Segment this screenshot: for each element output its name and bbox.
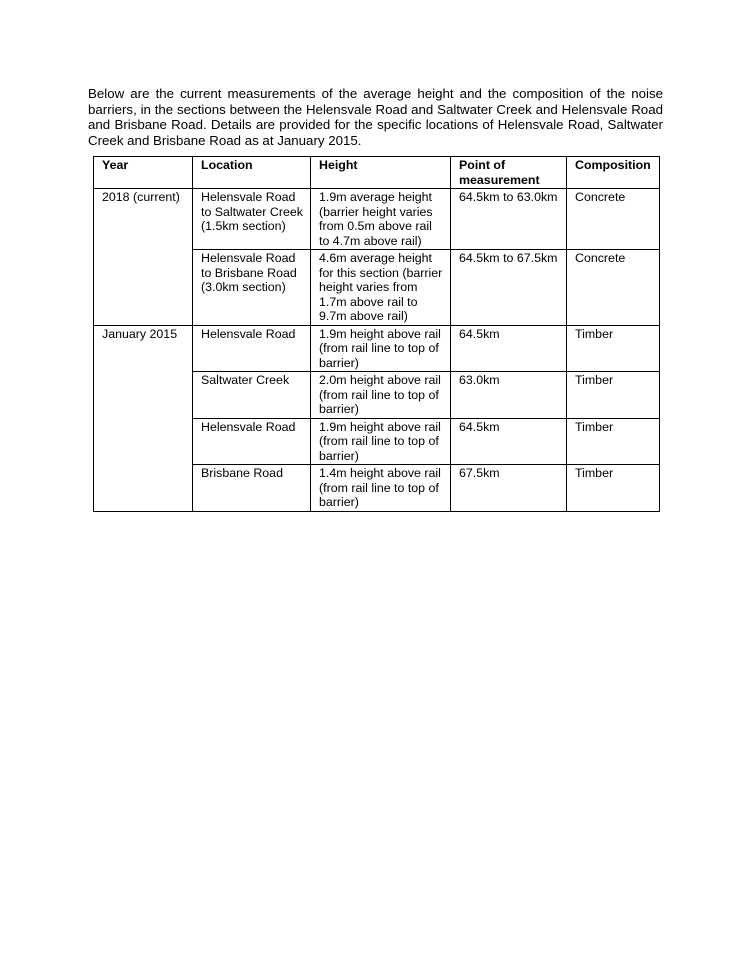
composition-cell: Timber	[567, 465, 660, 512]
header-year: Year	[94, 157, 193, 189]
location-cell: Helensvale Road to Saltwater Creek (1.5km section)	[193, 189, 311, 250]
height-cell: 1.9m height above rail (from rail line to top of barrier)	[311, 418, 451, 465]
table-row	[94, 325, 660, 372]
point-cell: 63.0km	[451, 372, 567, 419]
location-cell: Helensvale Road	[193, 325, 311, 372]
location-cell: Saltwater Creek	[193, 372, 311, 419]
point-cell: 64.5km to 63.0km	[451, 189, 567, 250]
composition-cell: Timber	[567, 418, 660, 465]
header-location: Location	[193, 157, 311, 189]
point-cell: 64.5km	[451, 325, 567, 372]
location-cell: Helensvale Road to Brisbane Road (3.0km section)	[193, 250, 311, 326]
table-header-row	[94, 157, 660, 189]
document-page	[88, 86, 663, 512]
composition-cell: Concrete	[567, 189, 660, 250]
year-cell: January 2015	[94, 325, 193, 511]
table-row	[94, 189, 660, 250]
intro-paragraph: Below are the current measurements of the average height and the composition of the noise barriers, in the sections between the Helensvale Road and Saltwater Creek and Helensvale Road and Brisbane Road. Details are provided for the specific locations of Helensvale Road, Saltwater Creek and Brisbane Road as at January 2015.	[88, 86, 663, 148]
height-cell: 1.9m average height (barrier height varies from 0.5m above rail to 4.7m above rail)	[311, 189, 451, 250]
composition-cell: Timber	[567, 372, 660, 419]
year-cell: 2018 (current)	[94, 189, 193, 326]
height-cell: 1.4m height above rail (from rail line to top of barrier)	[311, 465, 451, 512]
composition-cell: Timber	[567, 325, 660, 372]
composition-cell: Concrete	[567, 250, 660, 326]
height-cell: 1.9m height above rail (from rail line to top of barrier)	[311, 325, 451, 372]
header-composition: Composition	[567, 157, 660, 189]
point-cell: 67.5km	[451, 465, 567, 512]
noise-barrier-table	[93, 156, 660, 512]
height-cell: 2.0m height above rail (from rail line to top of barrier)	[311, 372, 451, 419]
point-cell: 64.5km to 67.5km	[451, 250, 567, 326]
location-cell: Brisbane Road	[193, 465, 311, 512]
point-cell: 64.5km	[451, 418, 567, 465]
height-cell: 4.6m average height for this section (barrier height varies from 1.7m above rail to 9.7m above rail)	[311, 250, 451, 326]
location-cell: Helensvale Road	[193, 418, 311, 465]
header-point-of-measurement: Point of measurement	[451, 157, 567, 189]
header-height: Height	[311, 157, 451, 189]
